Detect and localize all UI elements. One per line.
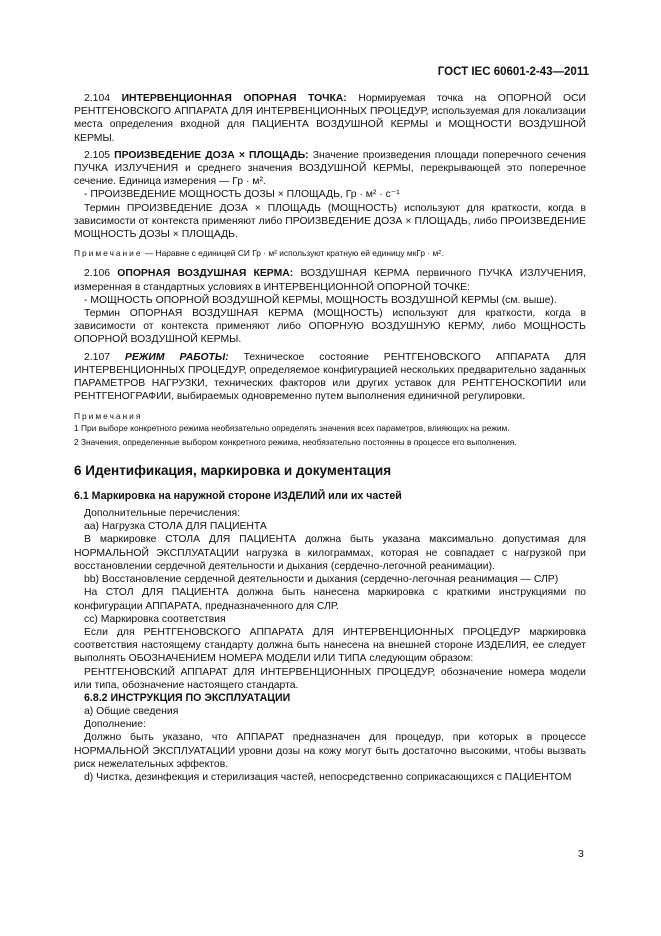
section-6-8-2-heading: 6.8.2 ИНСТРУКЦИЯ ПО ЭКСПЛУАТАЦИИ bbox=[84, 691, 291, 704]
s6-item-aa-text: В маркировке СТОЛА ДЛЯ ПАЦИЕНТА должна быть указана максимально допустимая для НОРМАЛЬНОЙ ЭКСПЛУАТАЦИИ нагрузка в килограммах, которая не совпадает с нагрузкой при восстановлении сердечной деятельности и дыхания (сердечно-легочной реанимации). bbox=[74, 534, 586, 572]
s6-item-cc-text: Если для РЕНТГЕНОВСКОГО АППАРАТА ДЛЯ ИНТЕРВЕНЦИОННЫХ ПРОЦЕДУР маркировка соответствия настоящему стандарту должна быть нанесена на внешней стороне ИЗДЕЛИЯ, ее следует выполнять ОБОЗНАЧЕНИЕМ НОМЕРА МОДЕЛИ ИЛИ ТИПА следующим образом: bbox=[74, 626, 586, 665]
s682-addition: Дополнение: bbox=[84, 719, 146, 731]
term-2-104: ИНТЕРВЕНЦИОННАЯ ОПОРНАЯ ТОЧКА: bbox=[121, 93, 347, 104]
s6-item-bb-text: На СТОЛ ДЛЯ ПАЦИЕНТА должна быть нанесена маркировка с краткими инструкциями по конфигурации АППАРАТА, предназначенного для СЛР. bbox=[74, 587, 586, 612]
s682-item-d: d) Чистка, дезинфекция и стерилизация частей, непосредственно соприкасающихся с ПАЦИЕНТОМ bbox=[84, 771, 572, 783]
s6-item-cc: сс) Маркировка соответствия bbox=[84, 613, 226, 625]
s6-additional-items: Дополнительные перечисления: bbox=[84, 508, 241, 520]
section-6-1-heading: 6.1 Маркировка на наружной стороне ИЗДЕЛИЙ или их частей bbox=[74, 490, 402, 503]
clause-2-106: 2.106 ОПОРНАЯ ВОЗДУШНАЯ КЕРМА: ВОЗДУШНАЯ КЕРМА первичного ПУЧКА ИЗЛУЧЕНИЯ, измеренная в стандартных условиях в ИНТЕРВЕНЦИОННОЙ ОПОРНОЙ ТОЧКЕ: bbox=[74, 268, 586, 293]
clause-2-107-note-2: 2 Значения, определенные выбором конкретного режима, необязательно постоянны в процессе его выполнения. bbox=[74, 436, 517, 447]
clause-2-105-item: - ПРОИЗВЕДЕНИЕ МОЩНОСТЬ ДОЗЫ × ПЛОЩАДЬ, Гр · м² · с⁻¹ bbox=[84, 189, 400, 201]
clause-2-104: 2.104 ИНТЕРВЕНЦИОННАЯ ОПОРНАЯ ТОЧКА: Нормируемая точка на ОПОРНОЙ ОСИ РЕНТГЕНОВСКОГО АППАРАТА ДЛЯ ИНТЕРВЕНЦИОННЫХ ПРОЦЕДУР, используемая для локализации места определения входной для ПАЦИЕНТА ВОЗДУШНОЙ КЕРМЫ и МОЩНОСТИ ВОЗДУШНОЙ КЕРМЫ. bbox=[74, 93, 586, 144]
section-6-heading: 6 Идентификация, маркировка и документация bbox=[74, 463, 392, 479]
page-content bbox=[74, 92, 586, 784]
s6-item-cc-example: РЕНТГЕНОВСКИЙ АППАРАТ ДЛЯ ИНТЕРВЕНЦИОННЫХ ПРОЦЕДУР, обозначение номера модели или типа, обозначение настоящего стандарта. bbox=[74, 666, 586, 691]
clause-2-105-note: Примечание — Наравне с единицей СИ Гр · м² используют кратную ей единицу мкГр · м². bbox=[74, 248, 444, 259]
clause-2-107-note-1: 1 При выборе конкретного режима необязательно определять значения всех параметров, влияющих на режим. bbox=[74, 422, 510, 433]
clause-2-106-item: - МОЩНОСТЬ ОПОРНОЙ ВОЗДУШНОЙ КЕРМЫ, МОЩНОСТЬ ВОЗДУШНОЙ КЕРМЫ (см. выше). bbox=[84, 294, 557, 306]
clause-2-107: 2.107 РЕЖИМ РАБОТЫ: Техническое состояние РЕНТГЕНОВСКОГО АППАРАТА ДЛЯ ИНТЕРВЕНЦИОННЫХ ПРОЦЕДУР, определяемое конфигурацией нескольких предварительно заданных ПАРАМЕТРОВ НАГРУЗКИ, технических факторов или других уставок для РЕНТГЕНОСКОПИИ или РЕНТГЕНОГРАФИИ, выбираемых одновременно путем выполнения единичной регулировки. bbox=[74, 351, 586, 403]
page-number: 3 bbox=[578, 849, 584, 860]
s682-text: Должно быть указано, что АППАРАТ предназначен для процедур, при которых в процессе НОРМАЛЬНОЙ ЭКСПЛУАТАЦИИ уровни дозы на кожу могут быть достаточно высокими, чтобы вызвать риск нежелательных эффектов. bbox=[74, 732, 586, 770]
term-2-107: РЕЖИМ РАБОТЫ: bbox=[124, 351, 229, 363]
clause-2-105: 2.105 ПРОИЗВЕДЕНИЕ ДОЗА × ПЛОЩАДЬ: Значение произведения площади поперечного сечения ПУЧКА ИЗЛУЧЕНИЯ и среднего значения ВОЗДУШНОЙ КЕРМЫ, перекрывающей это поперечное сечение. Единица измерения — Гр · м². bbox=[74, 149, 587, 188]
s6-item-aa: аа) Нагрузка СТОЛА ДЛЯ ПАЦИЕНТА bbox=[84, 521, 267, 533]
s682-item-a: а) Общие сведения bbox=[84, 705, 179, 717]
document-code-header: ГОСТ IEC 60601-2-43—2011 bbox=[437, 66, 589, 78]
clause-2-106-term-note: Термин ОПОРНАЯ ВОЗДУШНАЯ КЕРМА (МОЩНОСТЬ) используют для краткости, когда в зависимости от контекста применяют либо ОПОРНУЮ ВОЗДУШНУЮ КЕРМУ, либо МОЩНОСТЬ ОПОРНОЙ ВОЗДУШНОЙ КЕРМЫ. bbox=[74, 308, 586, 346]
clause-2-105-term-note: Термин ПРОИЗВЕДЕНИЕ ДОЗА × ПЛОЩАДЬ (МОЩНОСТЬ) используют для краткости, когда в зависимости от контекста применяют либо ПРОИЗВЕДЕНИЕ ДОЗА × ПЛОЩАДЬ, либо ПРОИЗВЕДЕНИЕ МОЩНОСТЬ ДОЗЫ × ПЛОЩАДЬ. bbox=[74, 202, 586, 241]
term-2-105: ПРОИЗВЕДЕНИЕ ДОЗА × ПЛОЩАДЬ: bbox=[114, 149, 309, 161]
term-2-106: ОПОРНАЯ ВОЗДУШНАЯ КЕРМА: bbox=[117, 268, 294, 280]
clause-2-107-notes-label: Примечания bbox=[74, 411, 143, 422]
s6-item-bb: bb) Восстановление сердечной деятельности и дыхания (сердечно-легочная реанимация — СЛР) bbox=[84, 574, 559, 586]
